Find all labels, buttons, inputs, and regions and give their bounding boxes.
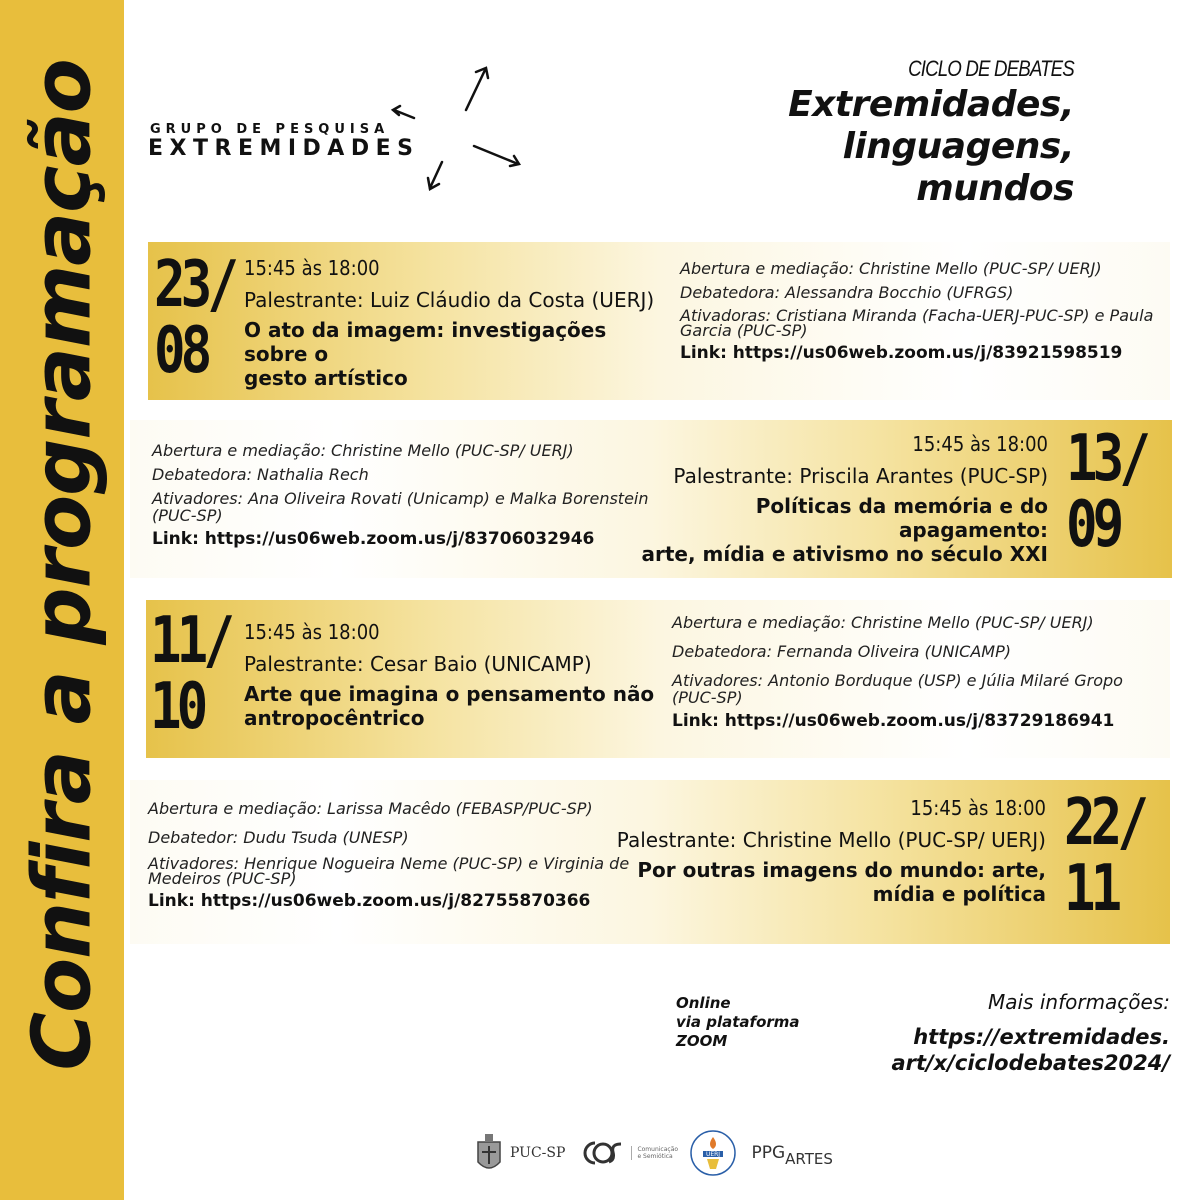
cycle-heading [788, 84, 1074, 210]
event-link[interactable]: Link: https://us06web.zoom.us/j/83921598519 [680, 343, 1123, 363]
puc-label: PUC-SP [510, 1145, 566, 1161]
event-date-day: 13/ [1066, 422, 1147, 496]
more-info-url[interactable] [891, 1024, 1170, 1076]
uerj-seal-icon [689, 1129, 737, 1177]
more-info-url-line[interactable]: art/x/ciclodebates2024/ [891, 1051, 1170, 1075]
talk-line: Políticas da memória e do apagamento: [755, 494, 1048, 542]
online-note [676, 994, 800, 1051]
event-card [146, 600, 1170, 758]
event-date [154, 248, 235, 388]
event-activators: Ativadores: Ana Oliveira Rovati (Unicamp) e Malka Borenstein (PUC-SP) [152, 489, 649, 525]
event-time: 15:45 às 18:00 [244, 256, 380, 280]
event-meta [680, 260, 1160, 369]
more-info [891, 990, 1170, 1076]
event-mediation: Abertura e mediação: Christine Mello (PUC-SP/ UERJ) [680, 259, 1102, 278]
cycle-heading-line: Extremidades, [788, 84, 1074, 125]
event-debater: Debatedora: Alessandra Bocchio (UFRGS) [680, 283, 1014, 302]
event-info [244, 256, 664, 390]
event-card [148, 242, 1170, 400]
event-link[interactable]: Link: https://us06web.zoom.us/j/83706032946 [152, 529, 595, 549]
event-debater: Debatedora: Fernanda Oliveira (UNICAMP) [672, 642, 1011, 661]
event-speaker: Palestrante: Cesar Baio (UNICAMP) [244, 652, 592, 676]
event-time: 15:45 às 18:00 [912, 432, 1048, 456]
event-activators: Ativadores: Antonio Borduque (USP) e Júlia Milaré Gropo (PUC-SP) [672, 671, 1123, 707]
event-talk-title [244, 318, 664, 390]
puc-crest-icon [474, 1132, 504, 1174]
more-info-label: Mais informações: [987, 990, 1170, 1014]
cos-logo-icon [579, 1138, 625, 1168]
online-line: Online [676, 994, 731, 1012]
online-line: ZOOM [676, 1032, 728, 1050]
artes-label: ARTES [785, 1150, 833, 1168]
event-date-month: 10 [150, 670, 204, 744]
sidebar-title: Confira a programação [15, 59, 109, 1071]
event-date-month: 09 [1066, 488, 1120, 562]
event-time: 15:45 às 18:00 [910, 796, 1046, 820]
logo-uerj [689, 1129, 737, 1177]
event-speaker: Palestrante: Priscila Arantes (PUC-SP) [673, 464, 1048, 488]
sidebar-band [0, 0, 124, 1200]
talk-line: O ato da imagem: investigações sobre o [244, 318, 607, 366]
event-date [1064, 786, 1145, 926]
uerj-label: UERJ [706, 1151, 721, 1158]
event-meta [672, 614, 1162, 737]
event-activators: Ativadores: Henrique Nogueira Neme (PUC-SP) e Virginia de Medeiros (PUC-SP) [148, 854, 630, 888]
event-date-day: 23/ [154, 248, 235, 322]
talk-line: antropocêntrico [244, 706, 425, 730]
talk-line: Arte que imagina o pensamento não [244, 682, 655, 706]
logo-extremidades [148, 60, 528, 200]
more-info-url-line[interactable]: https://extremidades. [913, 1025, 1170, 1049]
talk-line: Por outras imagens do mundo: arte, [637, 858, 1046, 882]
talk-line: mídia e política [872, 882, 1046, 906]
logo-subtitle: GRUPO DE PESQUISA [150, 122, 390, 137]
event-card [130, 780, 1170, 944]
event-speaker: Palestrante: Christine Mello (PUC-SP/ UERJ) [616, 828, 1046, 852]
event-mediation: Abertura e mediação: Larissa Macêdo (FEBASP/PUC-SP) [148, 799, 593, 818]
event-card [130, 420, 1172, 578]
event-info [608, 432, 1048, 566]
event-link[interactable]: Link: https://us06web.zoom.us/j/83729186941 [672, 711, 1115, 731]
cycle-title [788, 56, 1074, 210]
event-date [1066, 422, 1147, 562]
event-link[interactable]: Link: https://us06web.zoom.us/j/82755870366 [148, 891, 591, 911]
event-activators: Ativadoras: Cristiana Miranda (Facha-UERJ-PUC-SP) e Paula Garcia (PUC-SP) [680, 306, 1154, 340]
partner-logos [474, 1128, 833, 1178]
event-meta [148, 800, 648, 917]
event-date-month: 11 [1064, 852, 1118, 926]
talk-line: arte, mídia e ativismo no século XXI [641, 542, 1048, 566]
event-debater: Debatedor: Dudu Tsuda (UNESP) [148, 828, 409, 847]
event-mediation: Abertura e mediação: Christine Mello (PUC-SP/ UERJ) [152, 441, 574, 460]
event-talk-title [244, 682, 664, 730]
event-info [244, 620, 664, 730]
cycle-heading-line: mundos [916, 168, 1074, 209]
logo-title: EXTREMIDADES [148, 136, 420, 161]
talk-line: gesto artístico [244, 366, 408, 390]
event-date [150, 604, 231, 744]
online-line: via plataforma [676, 1013, 800, 1031]
event-debater: Debatedora: Nathalia Rech [152, 465, 369, 484]
event-talk-title [608, 494, 1048, 566]
event-date-month: 08 [154, 314, 208, 388]
cycle-heading-line: linguagens, [842, 126, 1074, 167]
cos-label: Comunicação e Semiótica [631, 1146, 675, 1160]
event-speaker: Palestrante: Luiz Cláudio da Costa (UERJ) [244, 288, 655, 312]
event-talk-title [606, 858, 1046, 906]
event-meta [152, 442, 672, 555]
logo-puc-sp [474, 1132, 565, 1174]
event-info [606, 796, 1046, 906]
logo-cos [579, 1138, 679, 1168]
event-date-day: 22/ [1064, 786, 1145, 860]
cycle-kicker: CICLO DE DEBATES [908, 56, 1074, 81]
event-time: 15:45 às 18:00 [244, 620, 380, 644]
event-mediation: Abertura e mediação: Christine Mello (PUC-SP/ UERJ) [672, 613, 1094, 632]
event-date-day: 11/ [150, 604, 231, 678]
ppg-label: PPG [751, 1143, 786, 1163]
logo-ppgartes [751, 1138, 832, 1168]
